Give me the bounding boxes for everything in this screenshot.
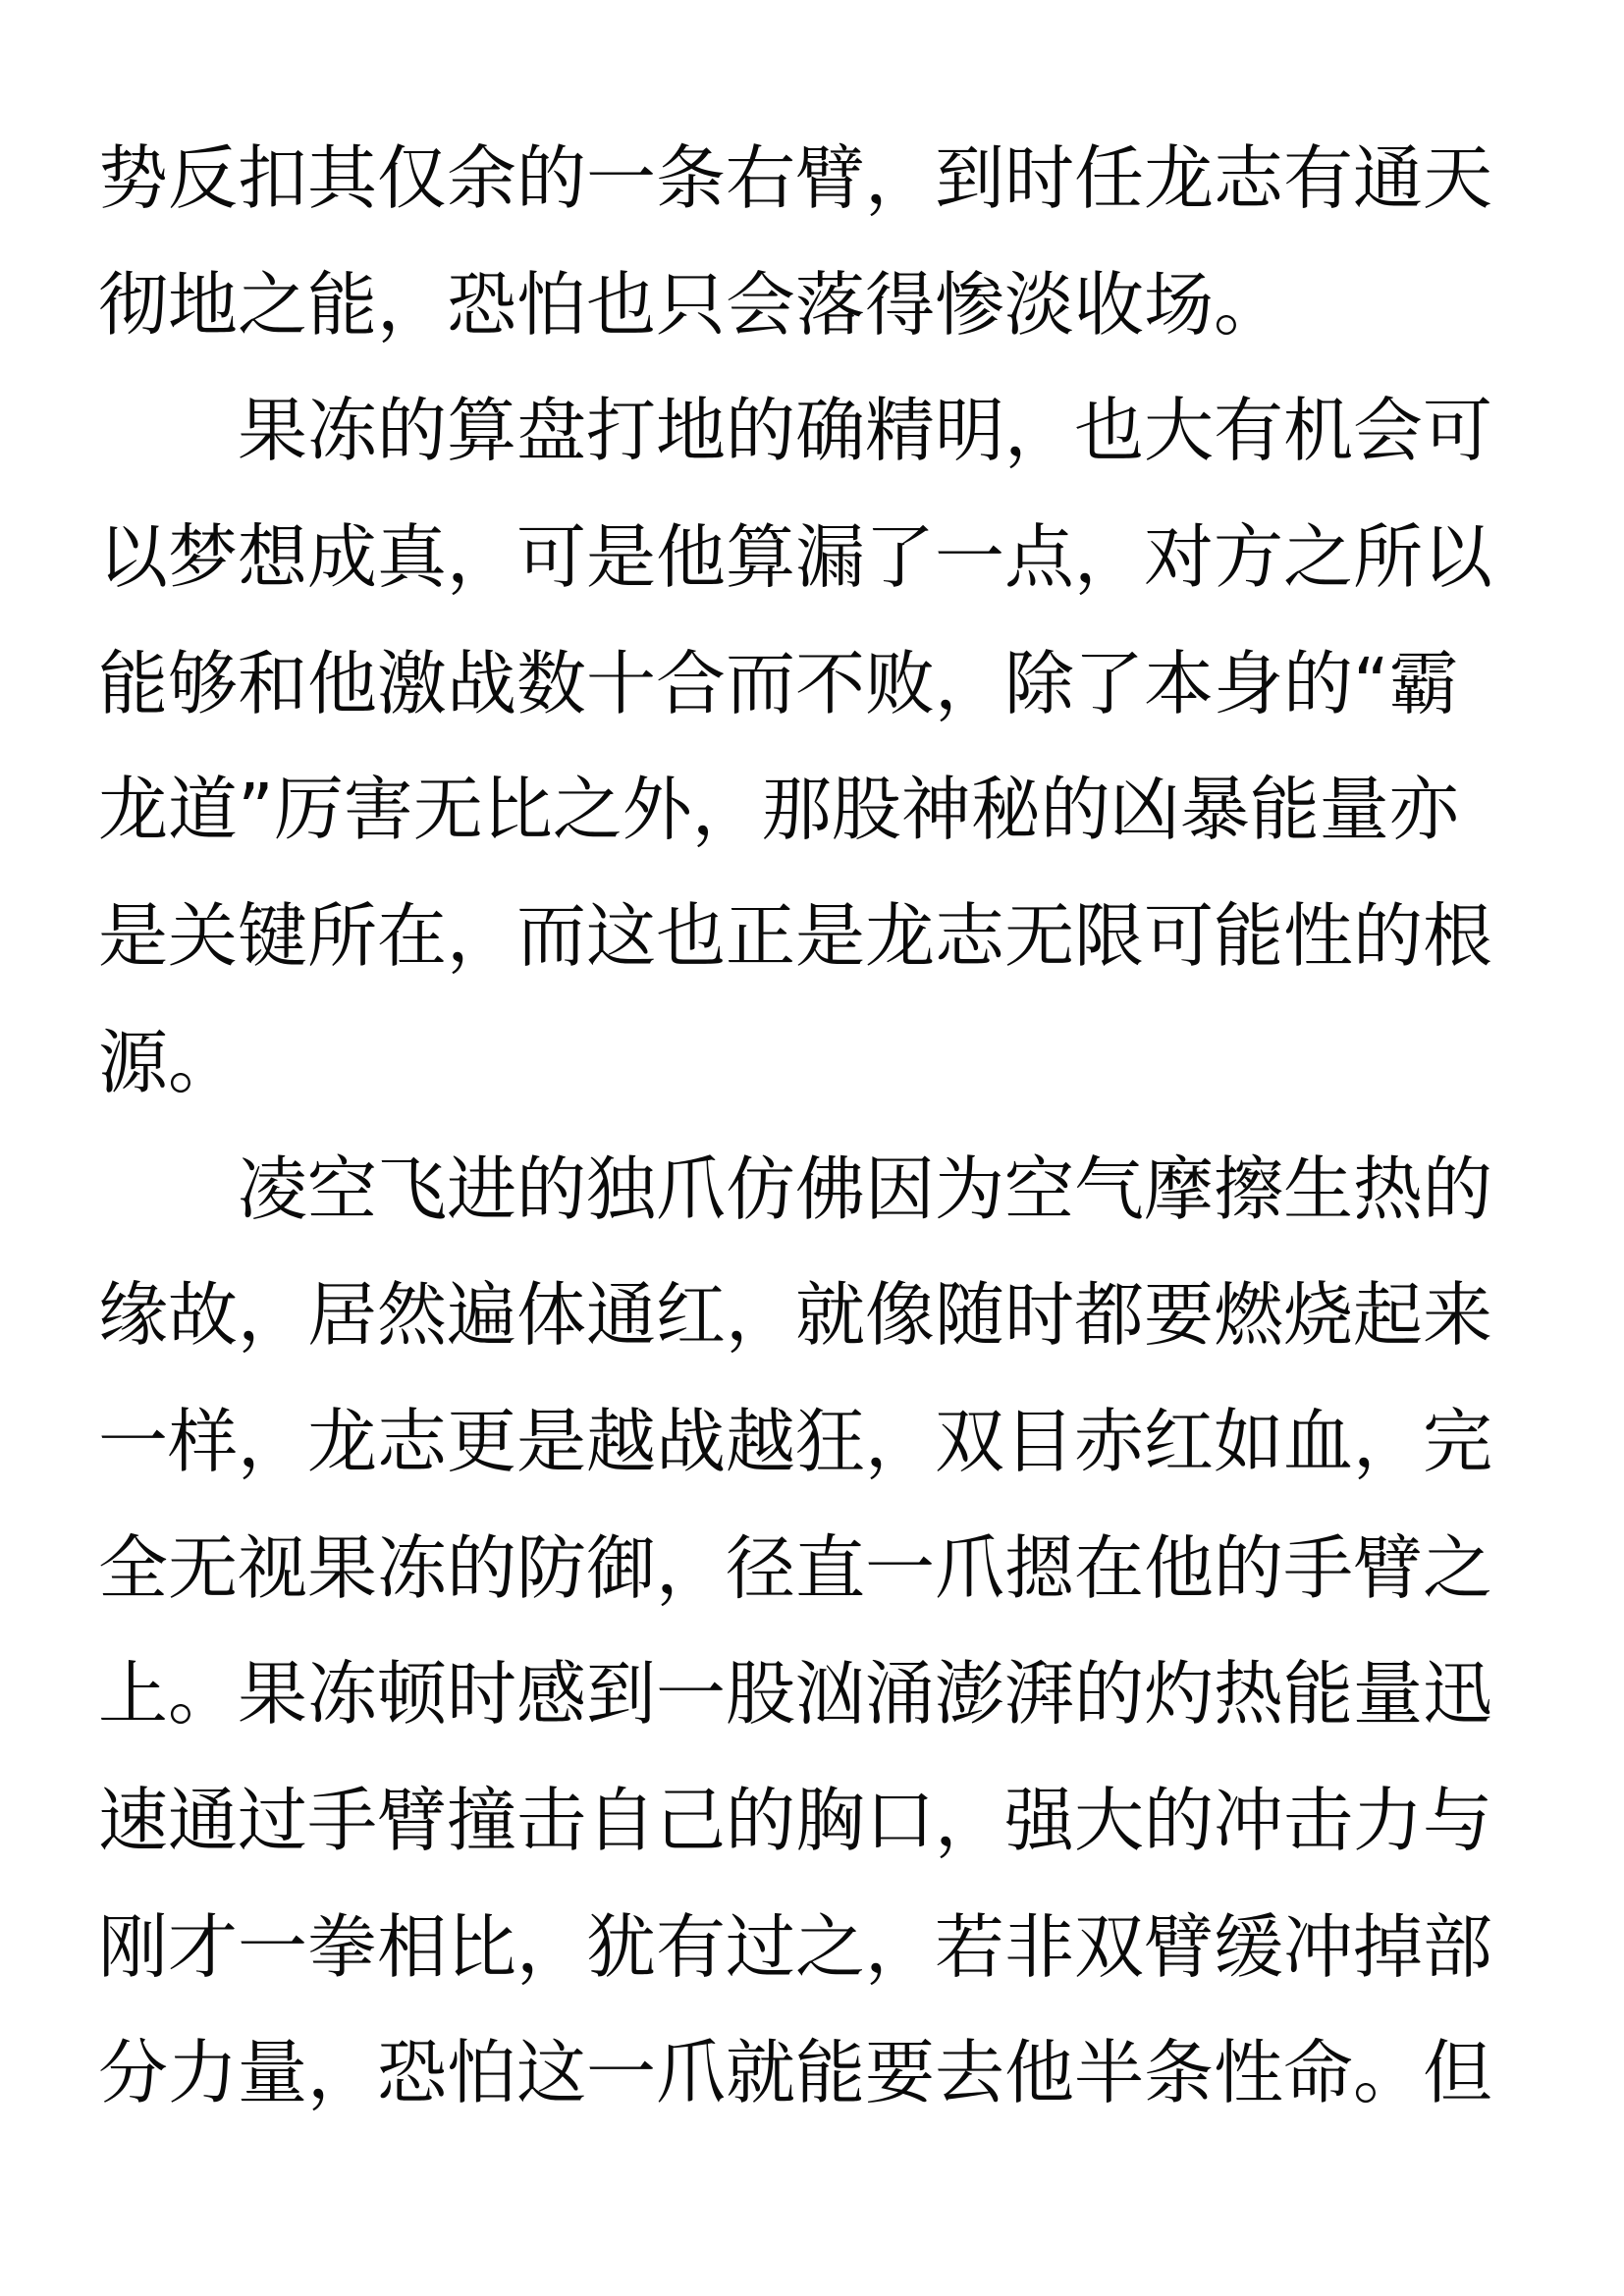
text-line: 刚才一拳相比，犹有过之，若非双臂缓冲掉部 (98, 1905, 1493, 1988)
text-line: 能够和他激战数十合而不败，除了本身的“霸 (98, 642, 1459, 724)
text-line: 以梦想成真，可是他算漏了一点，对方之所以 (98, 516, 1493, 599)
text-line: 速通过手臂撞击自己的胸口，强大的冲击力与 (98, 1779, 1493, 1861)
text-line: 分力量，恐怕这一爪就能要去他半条性命。但 (98, 2032, 1493, 2114)
text-line: 龙道”厉害无比之外，那股神秘的凶暴能量亦 (98, 769, 1459, 851)
text-line: 全无视果冻的防御，径直一爪摁在他的手臂之 (98, 1526, 1493, 1609)
text-line: 势反扣其仅余的一条右臂，到时任龙志有通天 (98, 137, 1493, 219)
text-line: 缘故，居然遍体通红，就像随时都要燃烧起来 (98, 1274, 1493, 1357)
text-line: 果冻的算盘打地的确精明，也大有机会可 (98, 390, 1493, 472)
body-text (98, 116, 1534, 2137)
text-line: 一样，龙志更是越战越狂，双目赤红如血，完 (98, 1400, 1493, 1482)
text-line: 彻地之能，恐怕也只会落得惨淡收场。 (98, 263, 1284, 346)
text-line: 凌空飞进的独爪仿佛因为空气摩擦生热的 (98, 1148, 1493, 1230)
text-line: 是关键所在，而这也正是龙志无限可能性的根 (98, 895, 1493, 978)
text-line: 上。果冻顿时感到一股汹涌澎湃的灼热能量迅 (98, 1653, 1493, 1735)
text-line: 源。 (98, 1021, 239, 1103)
